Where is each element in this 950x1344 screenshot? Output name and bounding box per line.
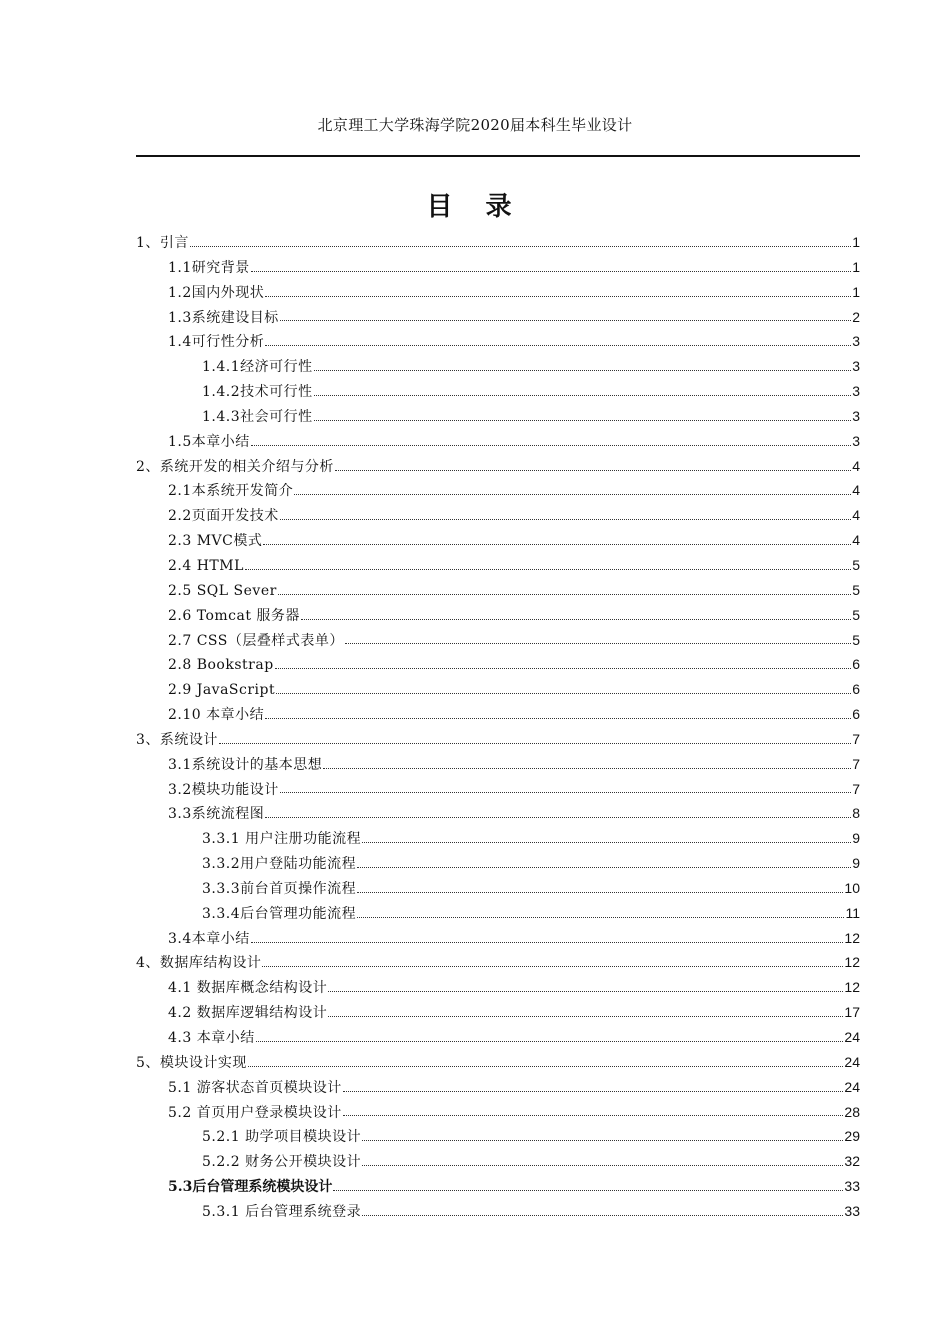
toc-dot-leader — [362, 1126, 843, 1141]
toc-entry-page-number: 1 — [852, 234, 860, 250]
toc-entry[interactable] — [136, 752, 860, 777]
toc-dot-leader — [265, 331, 851, 346]
toc-entry[interactable] — [136, 702, 860, 727]
toc-entry-page-number: 28 — [844, 1103, 860, 1120]
toc-entry[interactable] — [136, 553, 860, 578]
toc-dot-leader — [280, 505, 851, 520]
toc-entry-label: 3.3.3前台首页操作流程 — [202, 880, 357, 897]
toc-entry-page-number: 6 — [852, 706, 860, 723]
toc-entry-label: 5.2 首页用户登录模块设计 — [168, 1104, 342, 1121]
toc-entry-label: 1.4.1经济可行性 — [202, 359, 313, 376]
toc-dot-leader — [265, 803, 851, 818]
toc-dot-leader — [333, 1176, 843, 1191]
toc-entry-page-number: 32 — [844, 1153, 860, 1170]
toc-entry-page-number: 33 — [844, 1178, 860, 1195]
toc-dot-leader — [245, 555, 851, 570]
page-header: 北京理工大学珠海学院2020届本科生毕业设计 — [317, 116, 633, 134]
toc-entry[interactable] — [136, 1174, 860, 1199]
toc-entry-page-number: 4 — [852, 482, 860, 499]
toc-entry-page-number: 3 — [852, 358, 860, 375]
toc-entry-page-number: 24 — [844, 1053, 860, 1070]
toc-dot-leader — [357, 903, 844, 918]
toc-entry-page-number: 5 — [852, 581, 860, 598]
toc-entry[interactable] — [136, 1075, 860, 1100]
toc-entry[interactable] — [136, 1050, 860, 1075]
toc-entry-page-number: 5 — [852, 556, 860, 573]
table-of-contents — [136, 230, 860, 1224]
toc-entry[interactable] — [136, 255, 860, 280]
toc-entry-page-number: 17 — [844, 1004, 860, 1021]
toc-dot-leader — [256, 1027, 844, 1042]
toc-entry[interactable] — [136, 1100, 860, 1125]
toc-entry-label: 1.4.3社会可行性 — [202, 408, 313, 425]
toc-dot-leader — [314, 356, 851, 371]
toc-entry-page-number: 24 — [844, 1078, 860, 1095]
toc-dot-leader — [251, 928, 844, 943]
toc-entry-page-number: 29 — [844, 1128, 860, 1145]
toc-dot-leader — [275, 654, 851, 669]
toc-dot-leader — [280, 778, 851, 793]
toc-dot-leader — [276, 679, 851, 694]
toc-entry-page-number: 8 — [852, 805, 860, 822]
toc-dot-leader — [362, 1201, 843, 1216]
toc-entry-page-number: 5 — [852, 631, 860, 648]
toc-entry-label: 3.3.4后台管理功能流程 — [202, 905, 357, 922]
toc-entry[interactable] — [136, 1149, 860, 1174]
toc-dot-leader — [314, 406, 851, 421]
toc-entry-label: 1.2国内外现状 — [168, 284, 265, 301]
toc-title: 目 录 — [426, 192, 524, 222]
toc-entry-label: 1.1研究背景 — [168, 259, 250, 276]
toc-entry-label: 3.4本章小结 — [168, 930, 250, 947]
toc-entry-page-number: 12 — [844, 954, 860, 971]
toc-entry[interactable] — [136, 876, 860, 901]
toc-entry-label: 2、系统开发的相关介绍与分析 — [136, 458, 334, 475]
toc-entry-page-number: 12 — [844, 929, 860, 946]
toc-dot-leader — [248, 1052, 844, 1067]
toc-entry-label: 3.3.2用户登陆功能流程 — [202, 856, 357, 873]
toc-entry-label: 3、系统设计 — [136, 731, 218, 748]
toc-entry-page-number: 7 — [852, 730, 860, 747]
toc-entry-label: 1.3系统建设目标 — [168, 309, 279, 326]
toc-entry-label: 2.6 Tomcat 服务器 — [168, 607, 300, 624]
toc-entry[interactable] — [136, 379, 860, 404]
toc-entry[interactable] — [136, 404, 860, 429]
toc-entry[interactable] — [136, 528, 860, 553]
toc-entry-label: 2.5 SQL Sever — [168, 582, 277, 599]
toc-entry-page-number: 4 — [852, 457, 860, 474]
toc-entry-page-number: 24 — [844, 1029, 860, 1045]
toc-entry-label: 2.9 JavaScript — [168, 682, 276, 699]
toc-entry-page-number: 4 — [852, 532, 860, 549]
toc-dot-leader — [278, 580, 851, 595]
toc-entry[interactable] — [136, 777, 860, 802]
toc-entry-page-number: 7 — [852, 780, 860, 797]
toc-entry[interactable] — [136, 851, 860, 876]
toc-entry[interactable] — [136, 305, 860, 330]
toc-dot-leader — [328, 977, 843, 992]
toc-entry[interactable] — [136, 801, 860, 826]
toc-entry[interactable] — [136, 354, 860, 379]
toc-entry-page-number: 9 — [852, 830, 860, 847]
toc-dot-leader — [190, 232, 851, 247]
toc-entry[interactable] — [136, 454, 860, 479]
toc-dot-leader — [265, 704, 851, 719]
toc-entry-page-number: 1 — [852, 283, 860, 300]
toc-dot-leader — [357, 878, 843, 893]
toc-entry-label: 2.2页面开发技术 — [168, 508, 279, 525]
toc-entry-page-number: 5 — [852, 606, 860, 623]
toc-entry-label: 3.1系统设计的基本思想 — [168, 756, 323, 773]
toc-dot-leader — [251, 257, 851, 272]
toc-dot-leader — [328, 1002, 843, 1017]
toc-dot-leader — [263, 530, 851, 545]
toc-entry[interactable] — [136, 1124, 860, 1149]
toc-dot-leader — [301, 605, 851, 620]
toc-entry-page-number: 7 — [852, 755, 860, 772]
toc-entry-label: 2.4 HTML — [168, 557, 244, 574]
toc-dot-leader — [335, 456, 851, 471]
toc-entry[interactable] — [136, 329, 860, 354]
toc-entry-label: 1.5本章小结 — [168, 433, 250, 450]
toc-entry-label: 5.1 游客状态首页模块设计 — [168, 1079, 342, 1096]
toc-entry-label: 2.8 Bookstrap — [168, 657, 274, 674]
toc-entry-label: 4、数据库结构设计 — [136, 955, 262, 972]
toc-entry-label: 3.3.1 用户注册功能流程 — [202, 831, 362, 848]
header-rule — [136, 155, 860, 157]
toc-entry[interactable] — [136, 503, 860, 528]
toc-entry[interactable] — [136, 727, 860, 752]
toc-entry-label: 3.3系统流程图 — [168, 806, 265, 823]
toc-dot-leader — [265, 282, 851, 297]
toc-entry[interactable] — [136, 950, 860, 975]
toc-entry-label: 2.1本系统开发简介 — [168, 483, 294, 500]
toc-entry[interactable] — [136, 578, 860, 603]
toc-entry-page-number: 3 — [852, 432, 860, 449]
toc-entry[interactable] — [136, 478, 860, 503]
toc-dot-leader — [280, 306, 851, 321]
toc-entry-label: 2.3 MVC模式 — [168, 533, 263, 550]
toc-entry-label: 3.2模块功能设计 — [168, 781, 279, 798]
toc-entry[interactable] — [136, 926, 860, 951]
toc-entry-label: 2.10 本章小结 — [168, 707, 265, 724]
toc-entry-label: 5.3.1 后台管理系统登录 — [202, 1203, 362, 1220]
toc-dot-leader — [323, 754, 851, 769]
toc-dot-leader — [251, 431, 851, 446]
toc-entry[interactable] — [136, 975, 860, 1000]
toc-entry[interactable] — [136, 429, 860, 454]
toc-entry-page-number: 3 — [852, 333, 860, 350]
toc-entry-label: 4.2 数据库逻辑结构设计 — [168, 1005, 328, 1022]
toc-dot-leader — [262, 952, 843, 967]
toc-dot-leader — [343, 1077, 844, 1092]
toc-entry[interactable] — [136, 1000, 860, 1025]
toc-entry[interactable] — [136, 901, 860, 926]
toc-entry[interactable] — [136, 1199, 860, 1224]
toc-dot-leader — [294, 480, 851, 495]
toc-entry-label: 1、引言 — [136, 235, 189, 251]
toc-entry-label: 2.7 CSS（层叠样式表单） — [168, 632, 344, 649]
toc-entry-label: 1.4可行性分析 — [168, 334, 265, 351]
toc-entry-label: 4.3 本章小结 — [168, 1030, 255, 1046]
toc-entry[interactable] — [136, 652, 860, 677]
toc-entry-page-number: 6 — [852, 656, 860, 673]
toc-entry-page-number: 3 — [852, 407, 860, 424]
toc-entry-page-number: 10 — [844, 879, 860, 896]
toc-dot-leader — [362, 1151, 843, 1166]
toc-entry[interactable] — [136, 280, 860, 305]
toc-entry-label: 5.2.2 财务公开模块设计 — [202, 1154, 362, 1171]
toc-dot-leader — [219, 729, 851, 744]
toc-entry[interactable] — [136, 826, 860, 851]
toc-entry-page-number: 11 — [845, 904, 860, 921]
toc-dot-leader — [357, 853, 851, 868]
toc-entry-page-number: 2 — [852, 308, 860, 325]
toc-entry-page-number: 1 — [852, 258, 860, 275]
toc-entry-page-number: 4 — [852, 507, 860, 524]
toc-entry[interactable] — [136, 230, 860, 255]
toc-entry[interactable] — [136, 628, 860, 653]
toc-entry-page-number: 33 — [844, 1202, 860, 1219]
toc-entry-label: 5.2.1 助学项目模块设计 — [202, 1129, 362, 1146]
toc-entry-label: 5.3后台管理系统模块设计 — [168, 1179, 333, 1196]
toc-entry-label: 5、模块设计实现 — [136, 1054, 247, 1071]
toc-entry[interactable] — [136, 603, 860, 628]
toc-entry-label: 4.1 数据库概念结构设计 — [168, 980, 328, 997]
toc-entry-label: 1.4.2技术可行性 — [202, 384, 313, 401]
toc-entry[interactable] — [136, 1025, 860, 1050]
toc-dot-leader — [314, 381, 851, 396]
toc-entry-page-number: 12 — [844, 979, 860, 996]
toc-dot-leader — [343, 1101, 844, 1116]
toc-dot-leader — [362, 828, 851, 843]
toc-entry-page-number: 3 — [852, 383, 860, 400]
toc-entry-page-number: 6 — [852, 681, 860, 698]
toc-dot-leader — [345, 629, 851, 644]
toc-entry-page-number: 9 — [852, 855, 860, 872]
toc-entry[interactable] — [136, 677, 860, 702]
